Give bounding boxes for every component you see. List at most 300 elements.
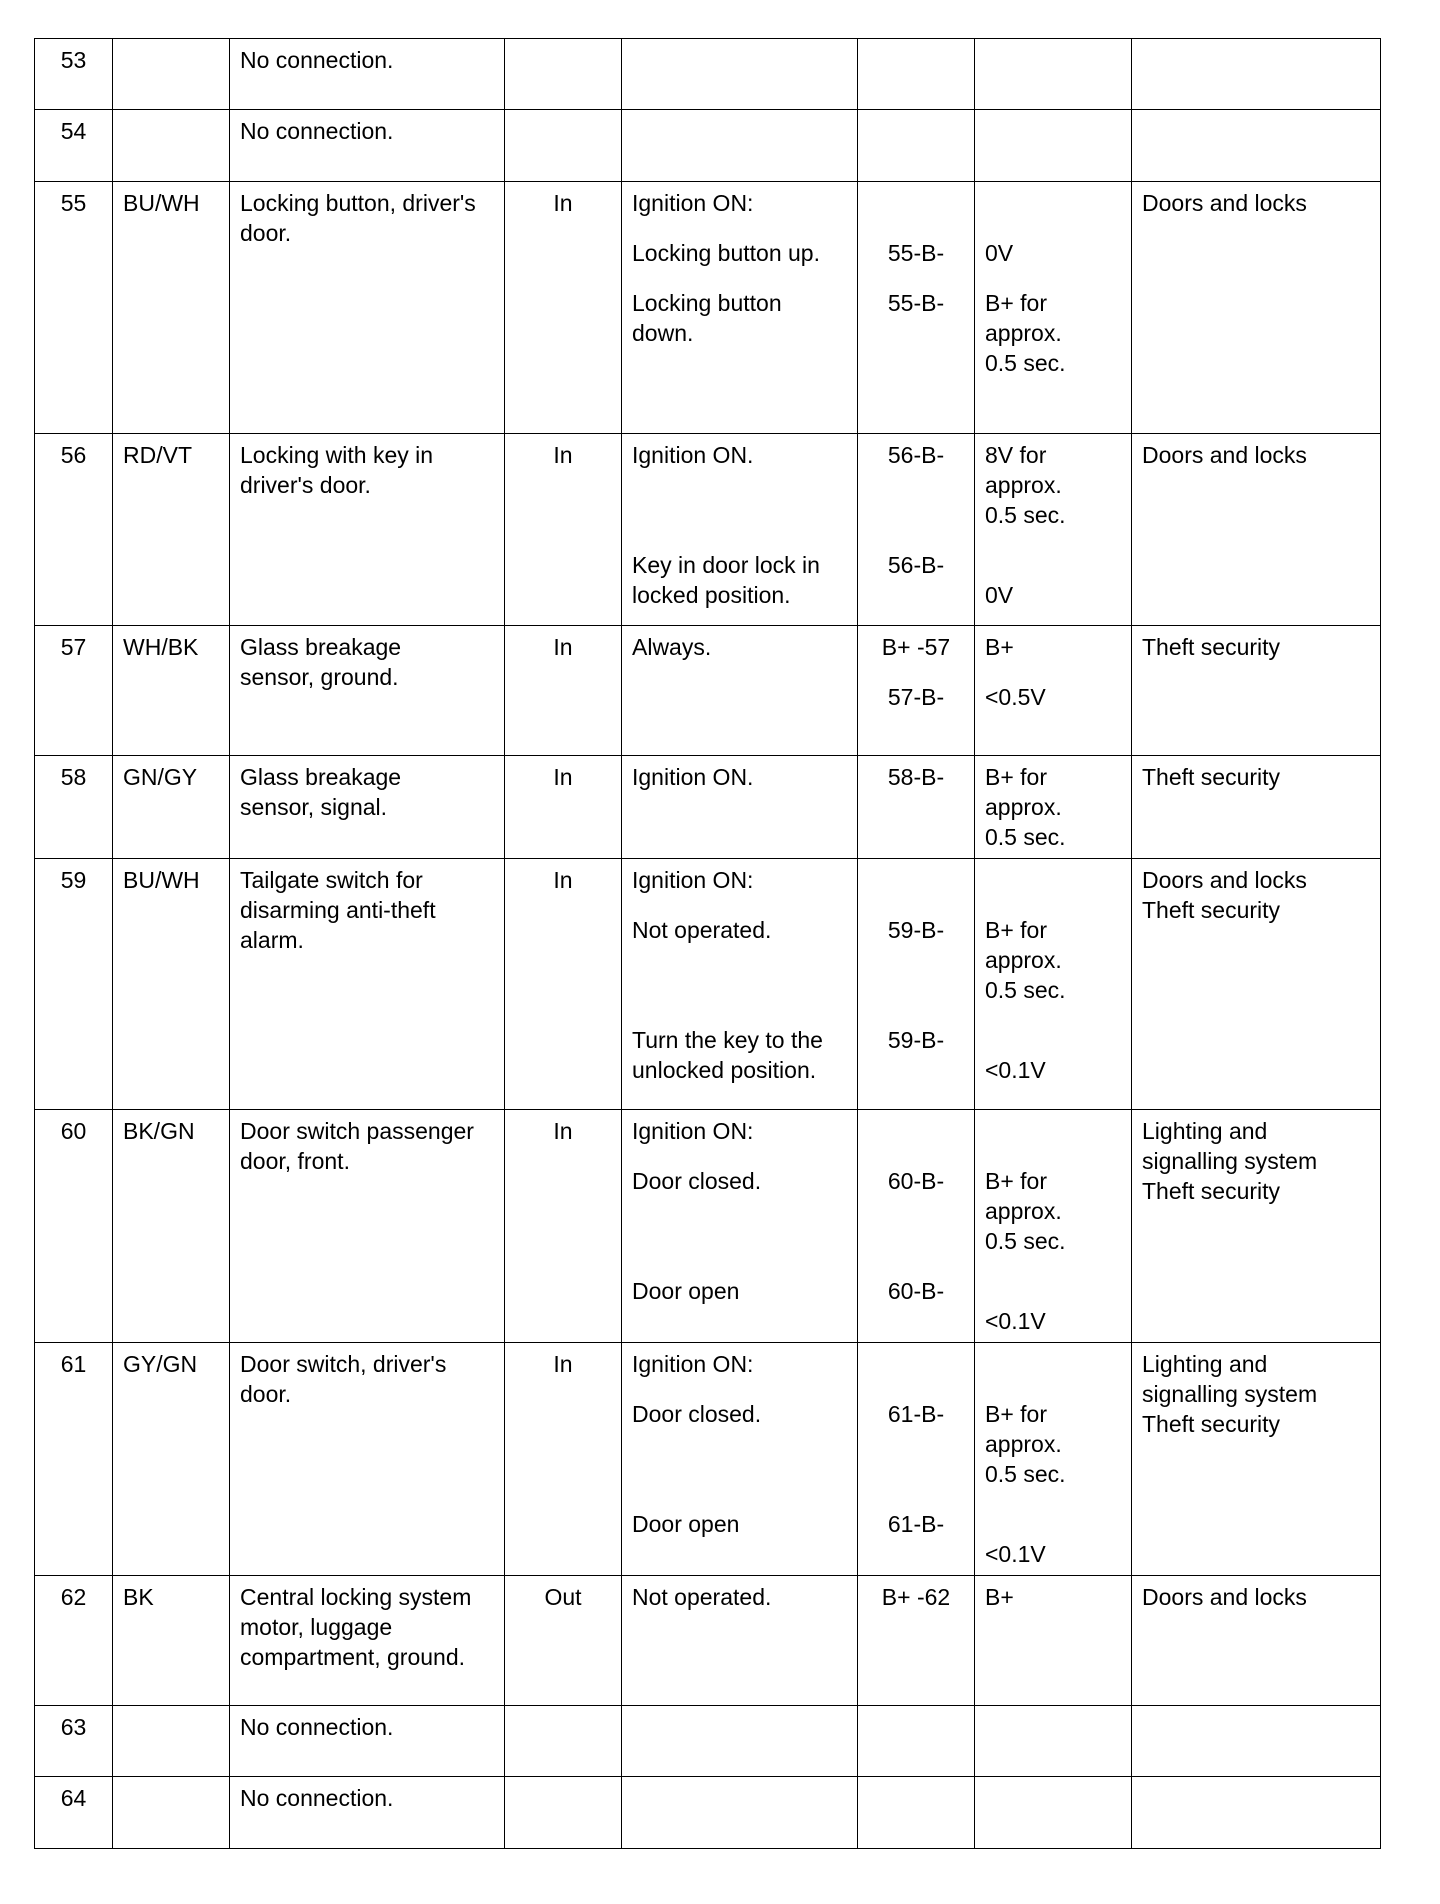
measuring-point-cell xyxy=(858,1576,975,1706)
measuring-point-block xyxy=(862,762,970,792)
description-cell xyxy=(230,182,505,434)
measuring-point-block xyxy=(862,1276,970,1306)
pin-number-cell xyxy=(35,626,113,756)
nominal-value-line: approx. xyxy=(985,1431,1062,1457)
pin-table xyxy=(34,38,1381,1849)
system-cell xyxy=(1132,1777,1381,1849)
pin-number: 63 xyxy=(60,1714,87,1740)
measuring-point-line: 59-B- xyxy=(887,917,945,943)
condition-block xyxy=(632,1276,847,1306)
nominal-value-cell xyxy=(975,110,1132,182)
pin-number: 53 xyxy=(60,47,87,73)
condition-block xyxy=(632,288,847,348)
condition-line: Door closed. xyxy=(632,1401,762,1427)
wire-color-cell xyxy=(113,1576,230,1706)
table-row xyxy=(35,434,1381,626)
measuring-point-line xyxy=(862,1349,970,1379)
nominal-value-line: 0.5 sec. xyxy=(985,977,1066,1003)
condition-block xyxy=(632,865,847,895)
nominal-value-block xyxy=(985,1276,1121,1336)
description-line: motor, luggage xyxy=(240,1614,393,1640)
measuring-point-block xyxy=(862,550,970,580)
condition-line: Turn the key to the xyxy=(632,1027,823,1053)
measuring-point-cell xyxy=(858,110,975,182)
nominal-value-line xyxy=(985,1276,1121,1306)
nominal-value-cell xyxy=(975,859,1132,1110)
description-cell xyxy=(230,434,505,626)
condition-cell xyxy=(622,1110,858,1343)
measuring-point-line: 56-B- xyxy=(887,552,945,578)
condition-block xyxy=(632,1116,847,1146)
system-line: Doors and locks xyxy=(1142,442,1307,468)
system-line: Theft security xyxy=(1142,764,1281,790)
direction-cell xyxy=(505,1576,622,1706)
condition-line: locked position. xyxy=(632,582,791,608)
measuring-point-line: B+ -57 xyxy=(881,634,951,660)
nominal-value-cell xyxy=(975,39,1132,110)
measuring-point-block xyxy=(862,682,970,712)
condition-block xyxy=(632,1166,847,1256)
measuring-point-block xyxy=(862,915,970,1005)
signal-direction: In xyxy=(553,867,573,893)
description-line: disarming anti-theft xyxy=(240,897,436,923)
system-line: Doors and locks xyxy=(1142,1584,1307,1610)
system-line: Theft security xyxy=(1142,634,1281,660)
measuring-point-line xyxy=(862,500,970,530)
nominal-value-block xyxy=(985,1116,1121,1146)
nominal-value-line: B+ for xyxy=(985,290,1048,316)
description-line: Glass breakage xyxy=(240,764,402,790)
measuring-point-cell xyxy=(858,1777,975,1849)
description-line: Locking with key in xyxy=(240,442,434,468)
direction-cell xyxy=(505,626,622,756)
system-cell xyxy=(1132,434,1381,626)
direction-cell xyxy=(505,756,622,859)
signal-direction: Out xyxy=(544,1584,582,1610)
measuring-point-line xyxy=(862,865,970,895)
condition-block xyxy=(632,550,847,610)
measuring-point-cell xyxy=(858,434,975,626)
pin-number-cell xyxy=(35,110,113,182)
measuring-point-line xyxy=(862,1459,970,1489)
description-line: door. xyxy=(240,220,292,246)
nominal-value-cell xyxy=(975,1706,1132,1777)
condition-cell xyxy=(622,1706,858,1777)
nominal-value-block xyxy=(985,288,1121,378)
condition-line: Ignition ON: xyxy=(632,867,754,893)
system-line: Doors and locks xyxy=(1142,190,1307,216)
measuring-point-block xyxy=(862,1116,970,1146)
nominal-value-line xyxy=(985,1509,1121,1539)
nominal-value-block xyxy=(985,188,1121,218)
wire-color-cell xyxy=(113,1706,230,1777)
system-line: signalling system xyxy=(1142,1148,1318,1174)
measuring-point-line xyxy=(862,1116,970,1146)
description-line: compartment, ground. xyxy=(240,1644,466,1670)
measuring-point-block xyxy=(862,440,970,530)
measuring-point-line: 60-B- xyxy=(887,1168,945,1194)
nominal-value-line xyxy=(985,1116,1121,1146)
measuring-point-line: 56-B- xyxy=(887,442,945,468)
condition-line: Ignition ON: xyxy=(632,1118,754,1144)
system-cell xyxy=(1132,756,1381,859)
measuring-point-cell xyxy=(858,859,975,1110)
condition-line: Door closed. xyxy=(632,1168,762,1194)
condition-line xyxy=(632,500,847,530)
wire-color-cell xyxy=(113,859,230,1110)
pin-number: 58 xyxy=(60,764,87,790)
condition-block xyxy=(632,1399,847,1489)
nominal-value-block xyxy=(985,682,1121,712)
pin-number-cell xyxy=(35,1706,113,1777)
nominal-value-line: approx. xyxy=(985,794,1062,820)
system-cell xyxy=(1132,1706,1381,1777)
measuring-point-line xyxy=(862,1196,970,1226)
condition-cell xyxy=(622,1576,858,1706)
nominal-value-block xyxy=(985,915,1121,1005)
wire-color: WH/BK xyxy=(123,634,199,660)
nominal-value-line: approx. xyxy=(985,472,1062,498)
condition-block xyxy=(632,1509,847,1539)
wire-color-cell xyxy=(113,756,230,859)
direction-cell xyxy=(505,1706,622,1777)
nominal-value-block xyxy=(985,1399,1121,1489)
condition-line: unlocked position. xyxy=(632,1057,817,1083)
condition-line xyxy=(632,1459,847,1489)
condition-line xyxy=(632,1226,847,1256)
condition-line: Locking button up. xyxy=(632,240,820,266)
wire-color-cell xyxy=(113,1777,230,1849)
description-cell xyxy=(230,1576,505,1706)
condition-block xyxy=(632,440,847,530)
condition-cell xyxy=(622,1343,858,1576)
nominal-value-line: B+ for xyxy=(985,764,1048,790)
measuring-point-line: 57-B- xyxy=(887,684,945,710)
nominal-value-cell xyxy=(975,626,1132,756)
direction-cell xyxy=(505,39,622,110)
pin-number-cell xyxy=(35,39,113,110)
pin-number: 64 xyxy=(60,1785,87,1811)
condition-line xyxy=(632,1429,847,1459)
system-line: Theft security xyxy=(1142,897,1281,923)
condition-line xyxy=(632,945,847,975)
measuring-point-line xyxy=(862,1429,970,1459)
measuring-point-cell xyxy=(858,39,975,110)
condition-line: Locking button xyxy=(632,290,782,316)
nominal-value-block xyxy=(985,1025,1121,1085)
nominal-value-block xyxy=(985,1349,1121,1379)
table-row xyxy=(35,39,1381,110)
description-cell xyxy=(230,1777,505,1849)
signal-direction: In xyxy=(553,1118,573,1144)
system-cell xyxy=(1132,859,1381,1110)
system-line: signalling system xyxy=(1142,1381,1318,1407)
condition-line: Ignition ON: xyxy=(632,1351,754,1377)
measuring-point-line: 60-B- xyxy=(887,1278,945,1304)
condition-block xyxy=(632,915,847,1005)
pin-number: 61 xyxy=(60,1351,87,1377)
condition-cell xyxy=(622,182,858,434)
description-cell xyxy=(230,756,505,859)
description-line: alarm. xyxy=(240,927,304,953)
direction-cell xyxy=(505,1343,622,1576)
measuring-point-line: 55-B- xyxy=(887,290,945,316)
nominal-value-line: B+ for xyxy=(985,1401,1048,1427)
system-line: Lighting and xyxy=(1142,1351,1268,1377)
description-cell xyxy=(230,110,505,182)
table-row xyxy=(35,1343,1381,1576)
nominal-value-line xyxy=(985,550,1121,580)
nominal-value-line: B+ for xyxy=(985,1168,1048,1194)
condition-cell xyxy=(622,434,858,626)
measuring-point-block xyxy=(862,188,970,218)
pin-number-cell xyxy=(35,1777,113,1849)
wire-color: BK/GN xyxy=(123,1118,195,1144)
condition-block xyxy=(632,1349,847,1379)
wire-color-cell xyxy=(113,1110,230,1343)
description-cell xyxy=(230,626,505,756)
table-row xyxy=(35,1777,1381,1849)
wire-color-cell xyxy=(113,626,230,756)
measuring-point-cell xyxy=(858,1706,975,1777)
system-cell xyxy=(1132,39,1381,110)
nominal-value-line: <0.5V xyxy=(985,684,1046,710)
condition-cell xyxy=(622,756,858,859)
wire-color: GN/GY xyxy=(123,764,198,790)
description-line: Door switch, driver's xyxy=(240,1351,447,1377)
description-line: Tailgate switch for xyxy=(240,867,423,893)
nominal-value-line: B+ xyxy=(985,1584,1014,1610)
description-line: door. xyxy=(240,1381,292,1407)
measuring-point-line xyxy=(862,470,970,500)
wire-color: GY/GN xyxy=(123,1351,198,1377)
wire-color-cell xyxy=(113,434,230,626)
measuring-point-line: 58-B- xyxy=(887,764,945,790)
pin-number-cell xyxy=(35,1343,113,1576)
measuring-point-block xyxy=(862,1166,970,1256)
description-cell xyxy=(230,859,505,1110)
nominal-value-block xyxy=(985,1166,1121,1256)
nominal-value-cell xyxy=(975,434,1132,626)
direction-cell xyxy=(505,182,622,434)
description-cell xyxy=(230,1110,505,1343)
condition-line xyxy=(632,975,847,1005)
nominal-value-block xyxy=(985,238,1121,268)
description-line: driver's door. xyxy=(240,472,371,498)
pin-number-cell xyxy=(35,182,113,434)
condition-block xyxy=(632,188,847,218)
wire-color: BU/WH xyxy=(123,190,200,216)
system-cell xyxy=(1132,110,1381,182)
table-row xyxy=(35,859,1381,1110)
pin-number-cell xyxy=(35,434,113,626)
direction-cell xyxy=(505,859,622,1110)
nominal-value-block xyxy=(985,440,1121,530)
nominal-value-line: <0.1V xyxy=(985,1057,1046,1083)
description-line: Locking button, driver's xyxy=(240,190,476,216)
description-line: No connection. xyxy=(240,47,394,73)
nominal-value-line: approx. xyxy=(985,947,1062,973)
measuring-point-line: 55-B- xyxy=(887,240,945,266)
nominal-value-block xyxy=(985,632,1121,662)
signal-direction: In xyxy=(553,442,573,468)
pin-number: 54 xyxy=(60,118,87,144)
nominal-value-line: 0.5 sec. xyxy=(985,502,1066,528)
condition-block xyxy=(632,1582,847,1612)
nominal-value-line: approx. xyxy=(985,1198,1062,1224)
wire-color: RD/VT xyxy=(123,442,192,468)
system-cell xyxy=(1132,1576,1381,1706)
description-cell xyxy=(230,39,505,110)
pin-number: 60 xyxy=(60,1118,87,1144)
condition-line: Ignition ON: xyxy=(632,190,754,216)
description-line: Glass breakage xyxy=(240,634,402,660)
measuring-point-line xyxy=(862,975,970,1005)
nominal-value-line xyxy=(985,865,1121,895)
measuring-point-line: 61-B- xyxy=(887,1401,945,1427)
pin-number: 57 xyxy=(60,634,87,660)
condition-line: Key in door lock in xyxy=(632,552,820,578)
nominal-value-line: 0V xyxy=(985,582,1014,608)
nominal-value-line: <0.1V xyxy=(985,1541,1046,1567)
measuring-point-block xyxy=(862,1509,970,1539)
pin-number-cell xyxy=(35,1110,113,1343)
nominal-value-line: approx. xyxy=(985,320,1062,346)
direction-cell xyxy=(505,1777,622,1849)
nominal-value-line xyxy=(985,1025,1121,1055)
condition-line: Always. xyxy=(632,634,712,660)
table-row xyxy=(35,182,1381,434)
condition-line: Ignition ON. xyxy=(632,442,754,468)
condition-line: down. xyxy=(632,320,694,346)
nominal-value-cell xyxy=(975,1777,1132,1849)
system-cell xyxy=(1132,1343,1381,1576)
condition-line xyxy=(632,470,847,500)
signal-direction: In xyxy=(553,190,573,216)
direction-cell xyxy=(505,110,622,182)
measuring-point-block xyxy=(862,288,970,318)
measuring-point-line: 59-B- xyxy=(887,1027,945,1053)
condition-cell xyxy=(622,39,858,110)
wire-color-cell xyxy=(113,110,230,182)
nominal-value-block xyxy=(985,762,1121,852)
signal-direction: In xyxy=(553,1351,573,1377)
direction-cell xyxy=(505,1110,622,1343)
measuring-point-cell xyxy=(858,1110,975,1343)
description-line: door, front. xyxy=(240,1148,350,1174)
condition-cell xyxy=(622,859,858,1110)
measuring-point-cell xyxy=(858,756,975,859)
pin-number-cell xyxy=(35,756,113,859)
condition-block xyxy=(632,762,847,792)
nominal-value-cell xyxy=(975,182,1132,434)
nominal-value-cell xyxy=(975,1110,1132,1343)
table-row xyxy=(35,1576,1381,1706)
wire-color: BU/WH xyxy=(123,867,200,893)
measuring-point-cell xyxy=(858,1343,975,1576)
table-row xyxy=(35,1706,1381,1777)
nominal-value-block xyxy=(985,550,1121,610)
description-line: No connection. xyxy=(240,1785,394,1811)
nominal-value-block xyxy=(985,1582,1121,1612)
signal-direction: In xyxy=(553,764,573,790)
system-line: Theft security xyxy=(1142,1178,1281,1204)
measuring-point-block xyxy=(862,865,970,895)
condition-block xyxy=(632,238,847,268)
wire-color-cell xyxy=(113,182,230,434)
system-line: Lighting and xyxy=(1142,1118,1268,1144)
condition-block xyxy=(632,632,847,662)
nominal-value-block xyxy=(985,865,1121,895)
system-line: Theft security xyxy=(1142,1411,1281,1437)
nominal-value-block xyxy=(985,1509,1121,1569)
description-line: No connection. xyxy=(240,1714,394,1740)
description-line: sensor, signal. xyxy=(240,794,388,820)
wire-color-cell xyxy=(113,39,230,110)
nominal-value-line: 0V xyxy=(985,240,1014,266)
condition-cell xyxy=(622,626,858,756)
measuring-point-line: 61-B- xyxy=(887,1511,945,1537)
pin-number: 55 xyxy=(60,190,87,216)
condition-cell xyxy=(622,1777,858,1849)
pin-number: 59 xyxy=(60,867,87,893)
measuring-point-block xyxy=(862,1399,970,1489)
table-row xyxy=(35,110,1381,182)
condition-line: Not operated. xyxy=(632,1584,772,1610)
nominal-value-line: B+ for xyxy=(985,917,1048,943)
table-row xyxy=(35,756,1381,859)
pin-number: 62 xyxy=(60,1584,87,1610)
nominal-value-cell xyxy=(975,1343,1132,1576)
direction-cell xyxy=(505,434,622,626)
wire-color: BK xyxy=(123,1584,154,1610)
description-cell xyxy=(230,1706,505,1777)
condition-line xyxy=(632,1196,847,1226)
measuring-point-cell xyxy=(858,626,975,756)
system-cell xyxy=(1132,626,1381,756)
nominal-value-line xyxy=(985,188,1121,218)
nominal-value-cell xyxy=(975,756,1132,859)
system-cell xyxy=(1132,1110,1381,1343)
pin-number-cell xyxy=(35,859,113,1110)
system-line: Doors and locks xyxy=(1142,867,1307,893)
measuring-point-line xyxy=(862,188,970,218)
nominal-value-line: 0.5 sec. xyxy=(985,1461,1066,1487)
condition-block xyxy=(632,1025,847,1085)
table-row xyxy=(35,1110,1381,1343)
pin-number-cell xyxy=(35,1576,113,1706)
measuring-point-block xyxy=(862,1349,970,1379)
nominal-value-line: 0.5 sec. xyxy=(985,1228,1066,1254)
condition-cell xyxy=(622,110,858,182)
description-line: Door switch passenger xyxy=(240,1118,474,1144)
description-line: sensor, ground. xyxy=(240,664,399,690)
measuring-point-line xyxy=(862,1226,970,1256)
measuring-point-block xyxy=(862,238,970,268)
table-row xyxy=(35,626,1381,756)
nominal-value-line: B+ xyxy=(985,634,1014,660)
measuring-point-line: B+ -62 xyxy=(881,1584,951,1610)
nominal-value-line: 0.5 sec. xyxy=(985,350,1066,376)
condition-line: Door open xyxy=(632,1511,740,1537)
condition-line: Not operated. xyxy=(632,917,772,943)
description-line: No connection. xyxy=(240,118,394,144)
wire-color-cell xyxy=(113,1343,230,1576)
condition-line: Door open xyxy=(632,1278,740,1304)
measuring-point-line xyxy=(862,945,970,975)
nominal-value-line: 8V for xyxy=(985,442,1047,468)
measuring-point-block xyxy=(862,632,970,662)
